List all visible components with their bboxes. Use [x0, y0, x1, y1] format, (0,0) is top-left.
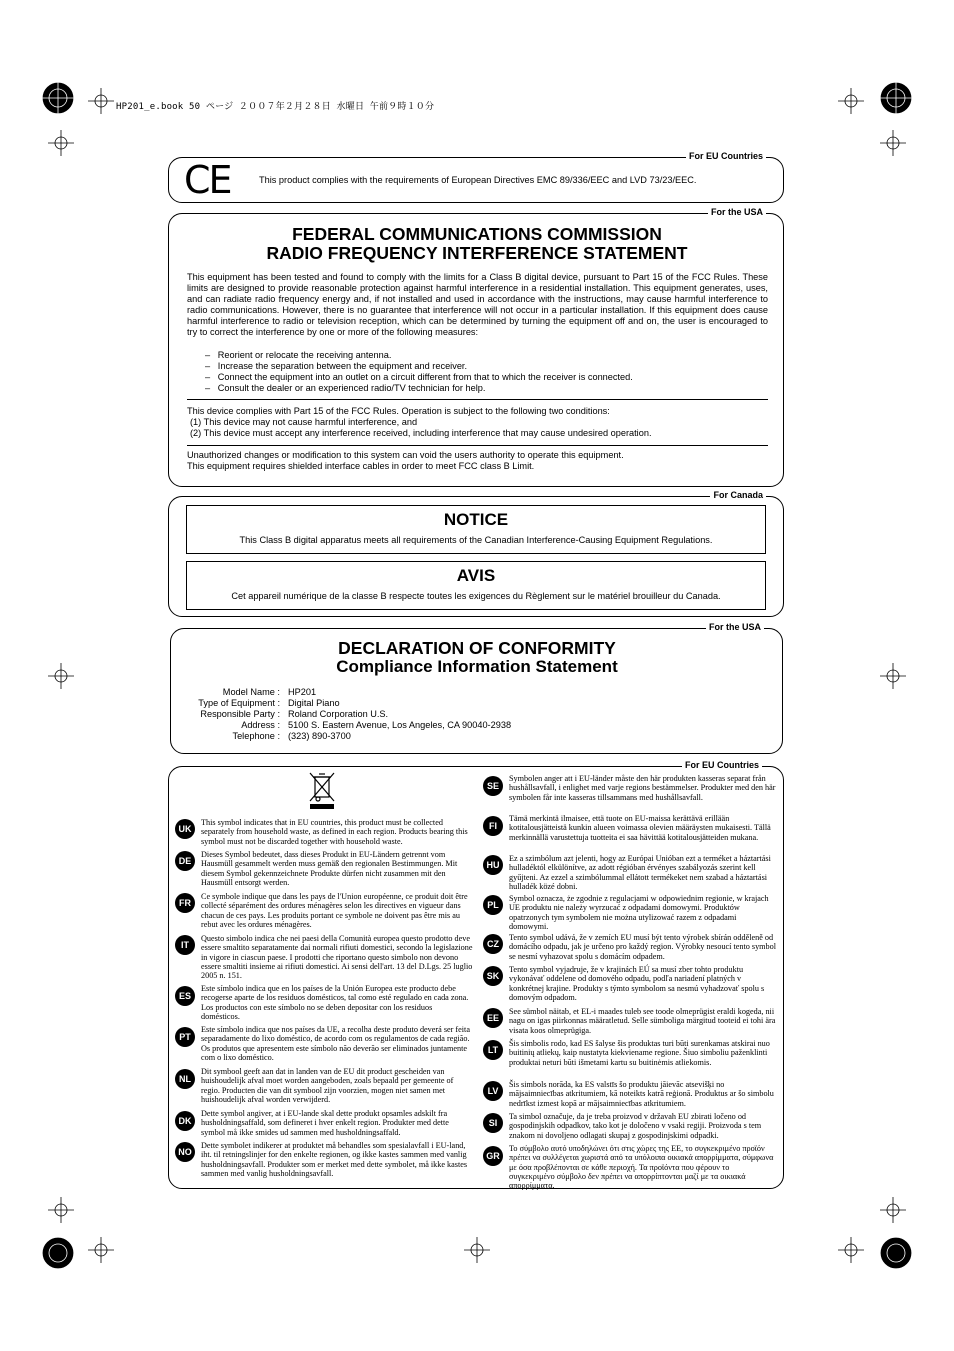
lang-badge-hu: HU [483, 855, 503, 875]
lang-badge-it: IT [175, 935, 195, 955]
type-of-equipment-label: Type of Equipment : [198, 698, 280, 708]
lang-badge-ee: EE [483, 1008, 503, 1028]
weee-region-tag: For EU Countries [682, 760, 762, 770]
list-item: – Increase the separation between the equipment and receiver. [205, 361, 468, 372]
list-item: – Reorient or relocate the receiving antenna. [205, 350, 392, 360]
print-header: HP201_e.book 50 ページ ２００７年２月２８日 水曜日 午前９時１０分 [116, 102, 435, 112]
weee-text-si: Ta simbol označuje, da je treba proizvod v državah EU zbirati ločeno od gospodinjskih odpadkov, tako kot je določeno v vsaki regiji. Proizvoda s tem znakom ni dovoljeno odlagati skupaj z gospodinjskimi odpadki. [509, 1112, 762, 1140]
weee-text-sk: Tento symbol vyjadruje, že v krajinách EÚ sa musí zber tohto produktu vykonávať oddelene od domového odpadu, podľa nariadení platných v konkrétnej krajine. Produkty s týmto symbolom sa nesmú vyhadzovať spolu s domovým odpadom. [509, 965, 765, 1002]
list-item: – Consult the dealer or an experienced radio/TV technician for help. [205, 383, 486, 394]
weee-text-lv: Šis simbols norāda, ka ES valstīs šo produktu jāievāc atsevišķi no mājsaimniecības atkritumiem, kā noteikts katrā reģionā. Produktus ar šo simbolu nedrīkst izmest kopā ar mājsaimniecības atkritumiem. [509, 1080, 774, 1108]
lang-badge-sk: SK [483, 966, 503, 986]
crossed-out-wheelie-bin-icon [307, 771, 337, 811]
fcc-part15-intro: This device complies with Part 15 of the FCC Rules. Operation is subject to the following two conditions: [187, 406, 610, 416]
weee-text-pl: Symbol oznacza, że zgodnie z regulacjami w odpowiednim regionie, w krajach UE produktu nie należy wyrzucać z odpadami domowymi. Produktów opatrzonych tym symbolem nie można utylizować razem z odpadami domowymi. [509, 894, 769, 931]
lang-badge-nl: NL [175, 1069, 195, 1089]
lang-badge-lt: LT [483, 1040, 503, 1060]
lang-badge-uk: UK [175, 819, 195, 839]
fcc-unauthorized-line1: Unauthorized changes or modification to this system can void the users authority to operate this equipment. [187, 450, 624, 460]
doc-info-table [110, 687, 670, 747]
avis-box [186, 561, 766, 610]
weee-text-uk: This symbol indicates that in EU countries, this product must be collected separately from household waste, as defined in each region. Products bearing this symbol must not be discarded together with household waste. [201, 818, 468, 846]
lang-badge-es: ES [175, 986, 195, 1006]
lang-badge-dk: DK [175, 1111, 195, 1131]
address-label: Address : [241, 720, 280, 730]
weee-text-dk: Dette symbol angiver, at i EU-lande skal dette produkt opsamles adskilt fra husholdningsaffald, som defineret i hver enkelt region. Produkter med dette symbol må ikke smides ud sammen med husholdningsaffald. [201, 1109, 449, 1137]
lang-badge-fr: FR [175, 893, 195, 913]
doc-subtitle: Compliance Information Statement [336, 657, 618, 676]
ce-mark-logo: CE [184, 158, 231, 202]
type-of-equipment-value: Digital Piano [288, 698, 340, 708]
fcc-condition-1: (1) This device may not cause harmful interference, and [190, 417, 418, 427]
lang-badge-fi: FI [483, 816, 503, 836]
notice-title: NOTICE [443, 510, 509, 529]
lang-badge-de: DE [175, 851, 195, 871]
lang-badge-no: NO [175, 1142, 195, 1162]
fcc-paragraph: This equipment has been tested and found to comply with the limits for a Class B digital device, pursuant to Part 15 of the FCC Rules. These limits are designed to provide reasonable protection against harmful interference in a residential installation. This equipment generates, uses, and can radiate radio frequency energy and, if not installed and used in accordance with the instructions, may cause harmful interference to radio communications. However, there is no guarantee that interference will not occur in a particular installation. If this equipment does cause harmful interference to radio or television reception, which can be determined by turning the equipment off and on, the user is encouraged to try to correct the interference by one or more of the following measures: [187, 272, 768, 338]
telephone-value: (323) 890-3700 [288, 731, 351, 741]
avis-text: Cet appareil numérique de la classe B respecte toutes les exigences du Règlement sur le matériel brouilleur du Canada. [231, 591, 721, 601]
model-name-value: HP201 [288, 687, 317, 697]
lang-badge-gr: GR [483, 1146, 503, 1166]
notice-box [186, 505, 766, 554]
lang-badge-cz: CZ [483, 934, 503, 954]
weee-text-lt: Šis simbolis rodo, kad ES šalyse šis produktas turi būti surenkamas atskirai nuo buitinių atliekų, kaip nustatyta kiekviename regione. Šiuo simboliu paženklinti produktai neturi būti išmetami kartu su buitinėmis atliekomis. [509, 1039, 770, 1067]
list-item: – Connect the equipment into an outlet on a circuit different from that to which the receiver is connected. [205, 372, 633, 383]
weee-text-no: Dette symbolet indikerer at produktet må behandles som spesialavfall i EU-land, iht. til retningslinjer for den enkelte regionen, og ikke kastes sammen med vanlig husholdningsavfall. Produkter som er merket med dette symbolet, må ikke kastes sammen med vanlig husholdningsavfall. [201, 1141, 468, 1178]
doc-region-tag: For the USA [706, 622, 764, 632]
address-value: 5100 S. Eastern Avenue, Los Angeles, CA 90040-2938 [288, 720, 512, 730]
responsible-party-label: Responsible Party : [200, 709, 280, 719]
weee-text-fi: Tämä merkintä ilmaisee, että tuote on EU-maissa kerättävä erillään kotitalousjätteistä kunkin alueen voimassa olevien määräysten mukaisesti. Tällä merkinnällä varustettuja tuotteita ei saa hävittää kotitalousjätteiden mukana. [509, 814, 771, 842]
fcc-unauthorized-line2: This equipment requires shielded interface cables in order to meet FCC class B Limit. [187, 461, 535, 471]
lang-badge-se: SE [483, 776, 503, 796]
weee-text-ee: See sümbol näitab, et EL-i maades tuleb see toode olmeprügist eraldi kogeda, nii nagu on igas piirkonnas määratletud. Selle sümboliga märgitud tooteid ei tohi ära visata koos olmeprügiga. [509, 1007, 776, 1035]
model-name-label: Model Name : [222, 687, 280, 697]
responsible-party-value: Roland Corporation U.S. [288, 709, 389, 719]
fcc-title-line2: RADIO FREQUENCY INTERFERENCE STATEMENT [266, 243, 688, 263]
divider [187, 399, 768, 400]
weee-text-se: Symbolen anger att i EU-länder måste den här produkten kasseras separat från hushållsavfall, i enlighet med varje regions bestämmelser. Produkter med den här symbolen får inte kasseras tillsammans med hushållsavfall. [509, 774, 776, 802]
lang-badge-si: SI [483, 1113, 503, 1133]
lang-badge-lv: LV [483, 1081, 503, 1101]
weee-text-fr: Ce symbole indique que dans les pays de l'Union européenne, ce produit doit être collecté séparément des ordures ménagères selon les directives en vigueur dans chacun de ces pays. Les produits portant ce symbole ne doivent pas être mis au rebut avec les ordures ménagères. [201, 892, 468, 929]
weee-text-pt: Este símbolo indica que nos países da UE, a recolha deste produto deverá ser feita separadamente do lixo doméstico, de acordo com os regulamentos de cada região. Os produtos que apresentem este símbolo não deverão ser eliminados juntamente com o lixo doméstico. [201, 1025, 470, 1062]
fcc-condition-2: (2) This device must accept any interference received, including interference that may cause undesired operation. [190, 428, 652, 438]
lang-badge-pt: PT [175, 1027, 195, 1047]
weee-text-de: Dieses Symbol bedeutet, dass dieses Produkt in EU-Ländern getrennt vom Hausmüll gesammelt werden muss gemäß den regionalen Bestimmungen. Mit diesem Symbol gekennzeichnete Produkte dürfen nicht zusammen mit den Hausmüll entsorgt werden. [201, 850, 458, 887]
canada-region-tag: For Canada [710, 490, 766, 500]
doc-title: DECLARATION OF CONFORMITY [338, 638, 616, 658]
fcc-measures-list [205, 350, 765, 394]
fcc-title [186, 225, 768, 263]
weee-text-nl: Dit symbool geeft aan dat in landen van de EU dit product gescheiden van huishoudelijk afval moet worden aangeboden, zoals bepaald per gemeente of regio. Producten die van dit symbool zijn voorzien, mogen niet samen met huishoudelijk afval worden verwijderd. [201, 1067, 454, 1104]
weee-text-cz: Tento symbol udává, že v zemích EU musí být tento výrobek sbírán odděleně od domácího odpadu, jak je určeno pro každý region. Výrobky nesoucí tento symbol se nesmí vyhazovat spolu s domácím odpadem. [509, 933, 777, 961]
fcc-title-line1: FEDERAL COMMUNICATIONS COMMISSION [292, 224, 662, 244]
telephone-label: Telephone : [232, 731, 280, 741]
ce-compliance-text: This product complies with the requirements of European Directives EMC 89/336/EEC and LVD 73/23/EEC. [259, 175, 697, 185]
divider [187, 445, 768, 446]
notice-text: This Class B digital apparatus meets all requirements of the Canadian Interference-Causing Equipment Regulations. [239, 535, 713, 545]
fcc-region-tag: For the USA [708, 207, 766, 217]
weee-text-it: Questo simbolo indica che nei paesi della Comunità europea questo prodotto deve essere smaltito separatamente dai normali rifiuti domestici, secondo la legislazione in vigore in ciascun paese. I prodotti che riportano questo simbolo non devono essere smaltiti insieme ai rifiuti domestici. Ai sensi dell'art. 13 del D.Lgs. 25 luglio 2005 n. 151. [201, 934, 473, 981]
weee-text-gr: Το σύμβολο αυτό υποδηλώνει ότι στις χώρες της ΕΕ, το συγκεκριμένο προϊόν πρέπει να συλλέγεται χωριστά από τα υπόλοιπα οικιακά απορρίμματα, σύμφωνα με όσα προβλέπονται σε κάθε περιοχή. Τα προϊόντα που φέρουν το συγκεκριμένο σύμβολο δεν πρέπει να απορρίπτονται μαζί με τα οικιακά απορρίμματα. [509, 1144, 774, 1191]
weee-text-es: Este símbolo indica que en los países de la Unión Europea este producto debe recogerse aparte de los residuos domésticos, tal como esté regulado en cada zona. Los productos con este símbolo no se deben depositar con los residuos domésticos. [201, 984, 469, 1021]
lang-badge-pl: PL [483, 895, 503, 915]
ce-region-tag: For EU Countries [686, 151, 766, 161]
avis-title: AVIS [456, 566, 496, 585]
weee-text-hu: Ez a szimbólum azt jelenti, hogy az Európai Unióban ezt a terméket a háztartási hulladéktól elkülönítve, az adott régióban érvényes szabályozás szerint kell gyűjteni. Az ezzel a szimbólummal ellátott termékeket nem szabad a háztartási hulladék közé dobni. [509, 854, 771, 891]
